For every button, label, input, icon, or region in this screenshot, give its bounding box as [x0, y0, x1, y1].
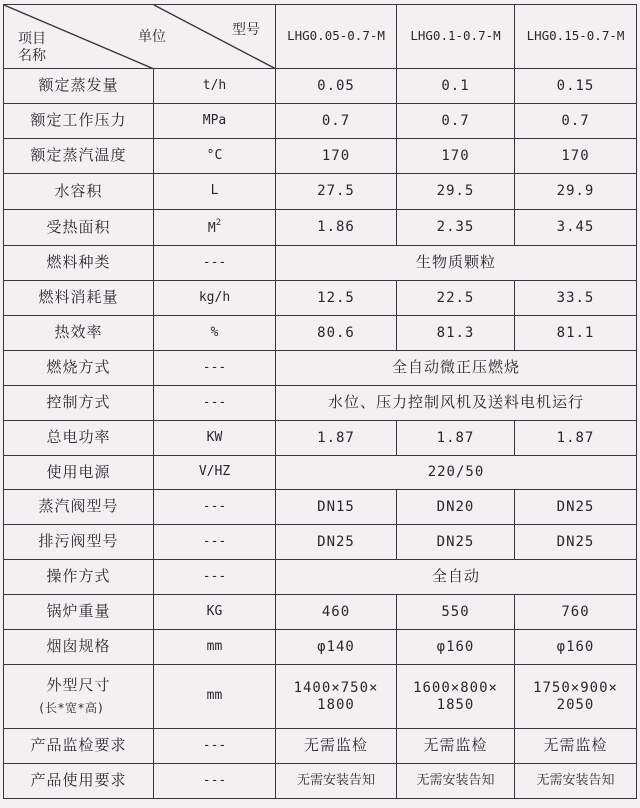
- cell-model-3: DN25: [515, 490, 637, 525]
- row-unit: MPa: [154, 104, 276, 139]
- merged-value: 水位、压力控制风机及送料电机运行: [276, 386, 637, 421]
- row-unit: ---: [154, 386, 276, 421]
- cell-model-1: 无需监检: [276, 729, 397, 764]
- cell-model-1: φ140: [276, 630, 397, 665]
- cell-model-3: 29.9: [515, 174, 637, 210]
- row-heating-area: [4, 210, 637, 246]
- row-label: 燃料种类: [4, 246, 154, 281]
- cell-model-2: 81.3: [397, 316, 515, 351]
- row-control: [4, 386, 637, 421]
- corner-header: [4, 5, 276, 69]
- row-unit: V/HZ: [154, 456, 276, 490]
- row-inspection: [4, 729, 637, 764]
- cell-model-1: 0.05: [276, 69, 397, 104]
- row-label: 控制方式: [4, 386, 154, 421]
- row-label: 总电功率: [4, 421, 154, 456]
- row-unit: mm: [154, 665, 276, 729]
- row-label: 额定工作压力: [4, 104, 154, 139]
- row-usage: [4, 764, 637, 799]
- cell-model-2: 无需安装告知: [397, 764, 515, 799]
- cell-model-1: 80.6: [276, 316, 397, 351]
- cell-model-3: 0.7: [515, 104, 637, 139]
- row-operation: [4, 560, 637, 595]
- row-weight: [4, 595, 637, 630]
- header-model-label: 型号: [232, 22, 260, 38]
- model-1: LHG0.05-0.7-M: [276, 5, 397, 69]
- cell-model-3: 1750×900× 2050: [515, 665, 637, 729]
- dimensions-note: (长*宽*高): [39, 701, 104, 716]
- row-label: 蒸汽阀型号: [4, 490, 154, 525]
- cell-model-1: 无需安装告知: [276, 764, 397, 799]
- merged-value: 全自动微正压燃烧: [276, 351, 637, 386]
- cell-model-2: 170: [397, 139, 515, 174]
- cell-model-2: DN20: [397, 490, 515, 525]
- row-power-supply: [4, 456, 637, 490]
- row-unit: ---: [154, 764, 276, 799]
- merged-value: 全自动: [276, 560, 637, 595]
- row-unit: KW: [154, 421, 276, 456]
- row-label: 燃烧方式: [4, 351, 154, 386]
- cell-model-3: DN25: [515, 525, 637, 560]
- cell-model-2: 0.7: [397, 104, 515, 139]
- row-label: 额定蒸发量: [4, 69, 154, 104]
- row-steam-valve: [4, 490, 637, 525]
- row-label: 燃料消耗量: [4, 281, 154, 316]
- cell-model-3: φ160: [515, 630, 637, 665]
- row-label: 产品监检要求: [4, 729, 154, 764]
- cell-model-2: DN25: [397, 525, 515, 560]
- row-unit: t/h: [154, 69, 276, 104]
- row-evaporation: [4, 69, 637, 104]
- cell-model-3: 0.15: [515, 69, 637, 104]
- row-pressure: [4, 104, 637, 139]
- row-label: 排污阀型号: [4, 525, 154, 560]
- cell-model-3: 无需安装告知: [515, 764, 637, 799]
- row-unit: L: [154, 174, 276, 210]
- cell-model-1: 1.87: [276, 421, 397, 456]
- cell-model-1: 27.5: [276, 174, 397, 210]
- row-label: 水容积: [4, 174, 154, 210]
- row-water-volume: [4, 174, 637, 210]
- cell-model-1: 460: [276, 595, 397, 630]
- row-chimney: [4, 630, 637, 665]
- row-unit: ---: [154, 490, 276, 525]
- merged-value: 生物质颗粒: [276, 246, 637, 281]
- cell-model-2: 1.87: [397, 421, 515, 456]
- row-label: 受热面积: [4, 210, 154, 246]
- cell-model-2: 2.35: [397, 210, 515, 246]
- row-drain-valve: [4, 525, 637, 560]
- cell-model-2: 22.5: [397, 281, 515, 316]
- cell-model-2: 0.1: [397, 69, 515, 104]
- row-unit: ---: [154, 560, 276, 595]
- cell-model-1: 1.86: [276, 210, 397, 246]
- row-unit: $M^2$: [154, 210, 276, 246]
- header-unit-label: 单位: [138, 29, 166, 45]
- cell-model-2: 无需监检: [397, 729, 515, 764]
- row-label: 额定蒸汽温度: [4, 139, 154, 174]
- row-combustion: [4, 351, 637, 386]
- merged-value: 220/50: [276, 456, 637, 490]
- row-label: [4, 665, 154, 729]
- cell-model-3: 760: [515, 595, 637, 630]
- cell-model-3: 170: [515, 139, 637, 174]
- row-fuel-consumption: [4, 281, 637, 316]
- row-unit: ---: [154, 351, 276, 386]
- cell-model-1: 170: [276, 139, 397, 174]
- row-unit: ---: [154, 246, 276, 281]
- dimensions-label: 外型尺寸: [46, 675, 111, 694]
- row-label: 操作方式: [4, 560, 154, 595]
- model-2: LHG0.1-0.7-M: [397, 5, 515, 69]
- row-label: 使用电源: [4, 456, 154, 490]
- row-efficiency: [4, 316, 637, 351]
- row-label: 产品使用要求: [4, 764, 154, 799]
- header-item-label: 项目: [18, 31, 46, 47]
- cell-model-3: 1.87: [515, 421, 637, 456]
- cell-model-2: 550: [397, 595, 515, 630]
- header-row: [4, 5, 637, 69]
- row-unit: mm: [154, 630, 276, 665]
- row-unit: KG: [154, 595, 276, 630]
- row-power: [4, 421, 637, 456]
- row-unit: %: [154, 316, 276, 351]
- spec-table: [3, 4, 637, 799]
- header-name-label: 名称: [18, 48, 46, 64]
- cell-model-2: 1600×800× 1850: [397, 665, 515, 729]
- row-unit: ---: [154, 729, 276, 764]
- row-label: 烟囱规格: [4, 630, 154, 665]
- row-dimensions: [4, 665, 637, 729]
- cell-model-1: DN15: [276, 490, 397, 525]
- row-label: 热效率: [4, 316, 154, 351]
- row-temperature: [4, 139, 637, 174]
- model-3: LHG0.15-0.7-M: [515, 5, 637, 69]
- cell-model-1: 1400×750× 1800: [276, 665, 397, 729]
- cell-model-3: 81.1: [515, 316, 637, 351]
- row-label: 锅炉重量: [4, 595, 154, 630]
- cell-model-2: φ160: [397, 630, 515, 665]
- cell-model-3: 3.45: [515, 210, 637, 246]
- cell-model-1: 12.5: [276, 281, 397, 316]
- cell-model-3: 无需监检: [515, 729, 637, 764]
- cell-model-3: 33.5: [515, 281, 637, 316]
- cell-model-1: DN25: [276, 525, 397, 560]
- row-fuel-type: [4, 246, 637, 281]
- row-unit: ---: [154, 525, 276, 560]
- row-unit: kg/h: [154, 281, 276, 316]
- row-unit: °C: [154, 139, 276, 174]
- cell-model-1: 0.7: [276, 104, 397, 139]
- cell-model-2: 29.5: [397, 174, 515, 210]
